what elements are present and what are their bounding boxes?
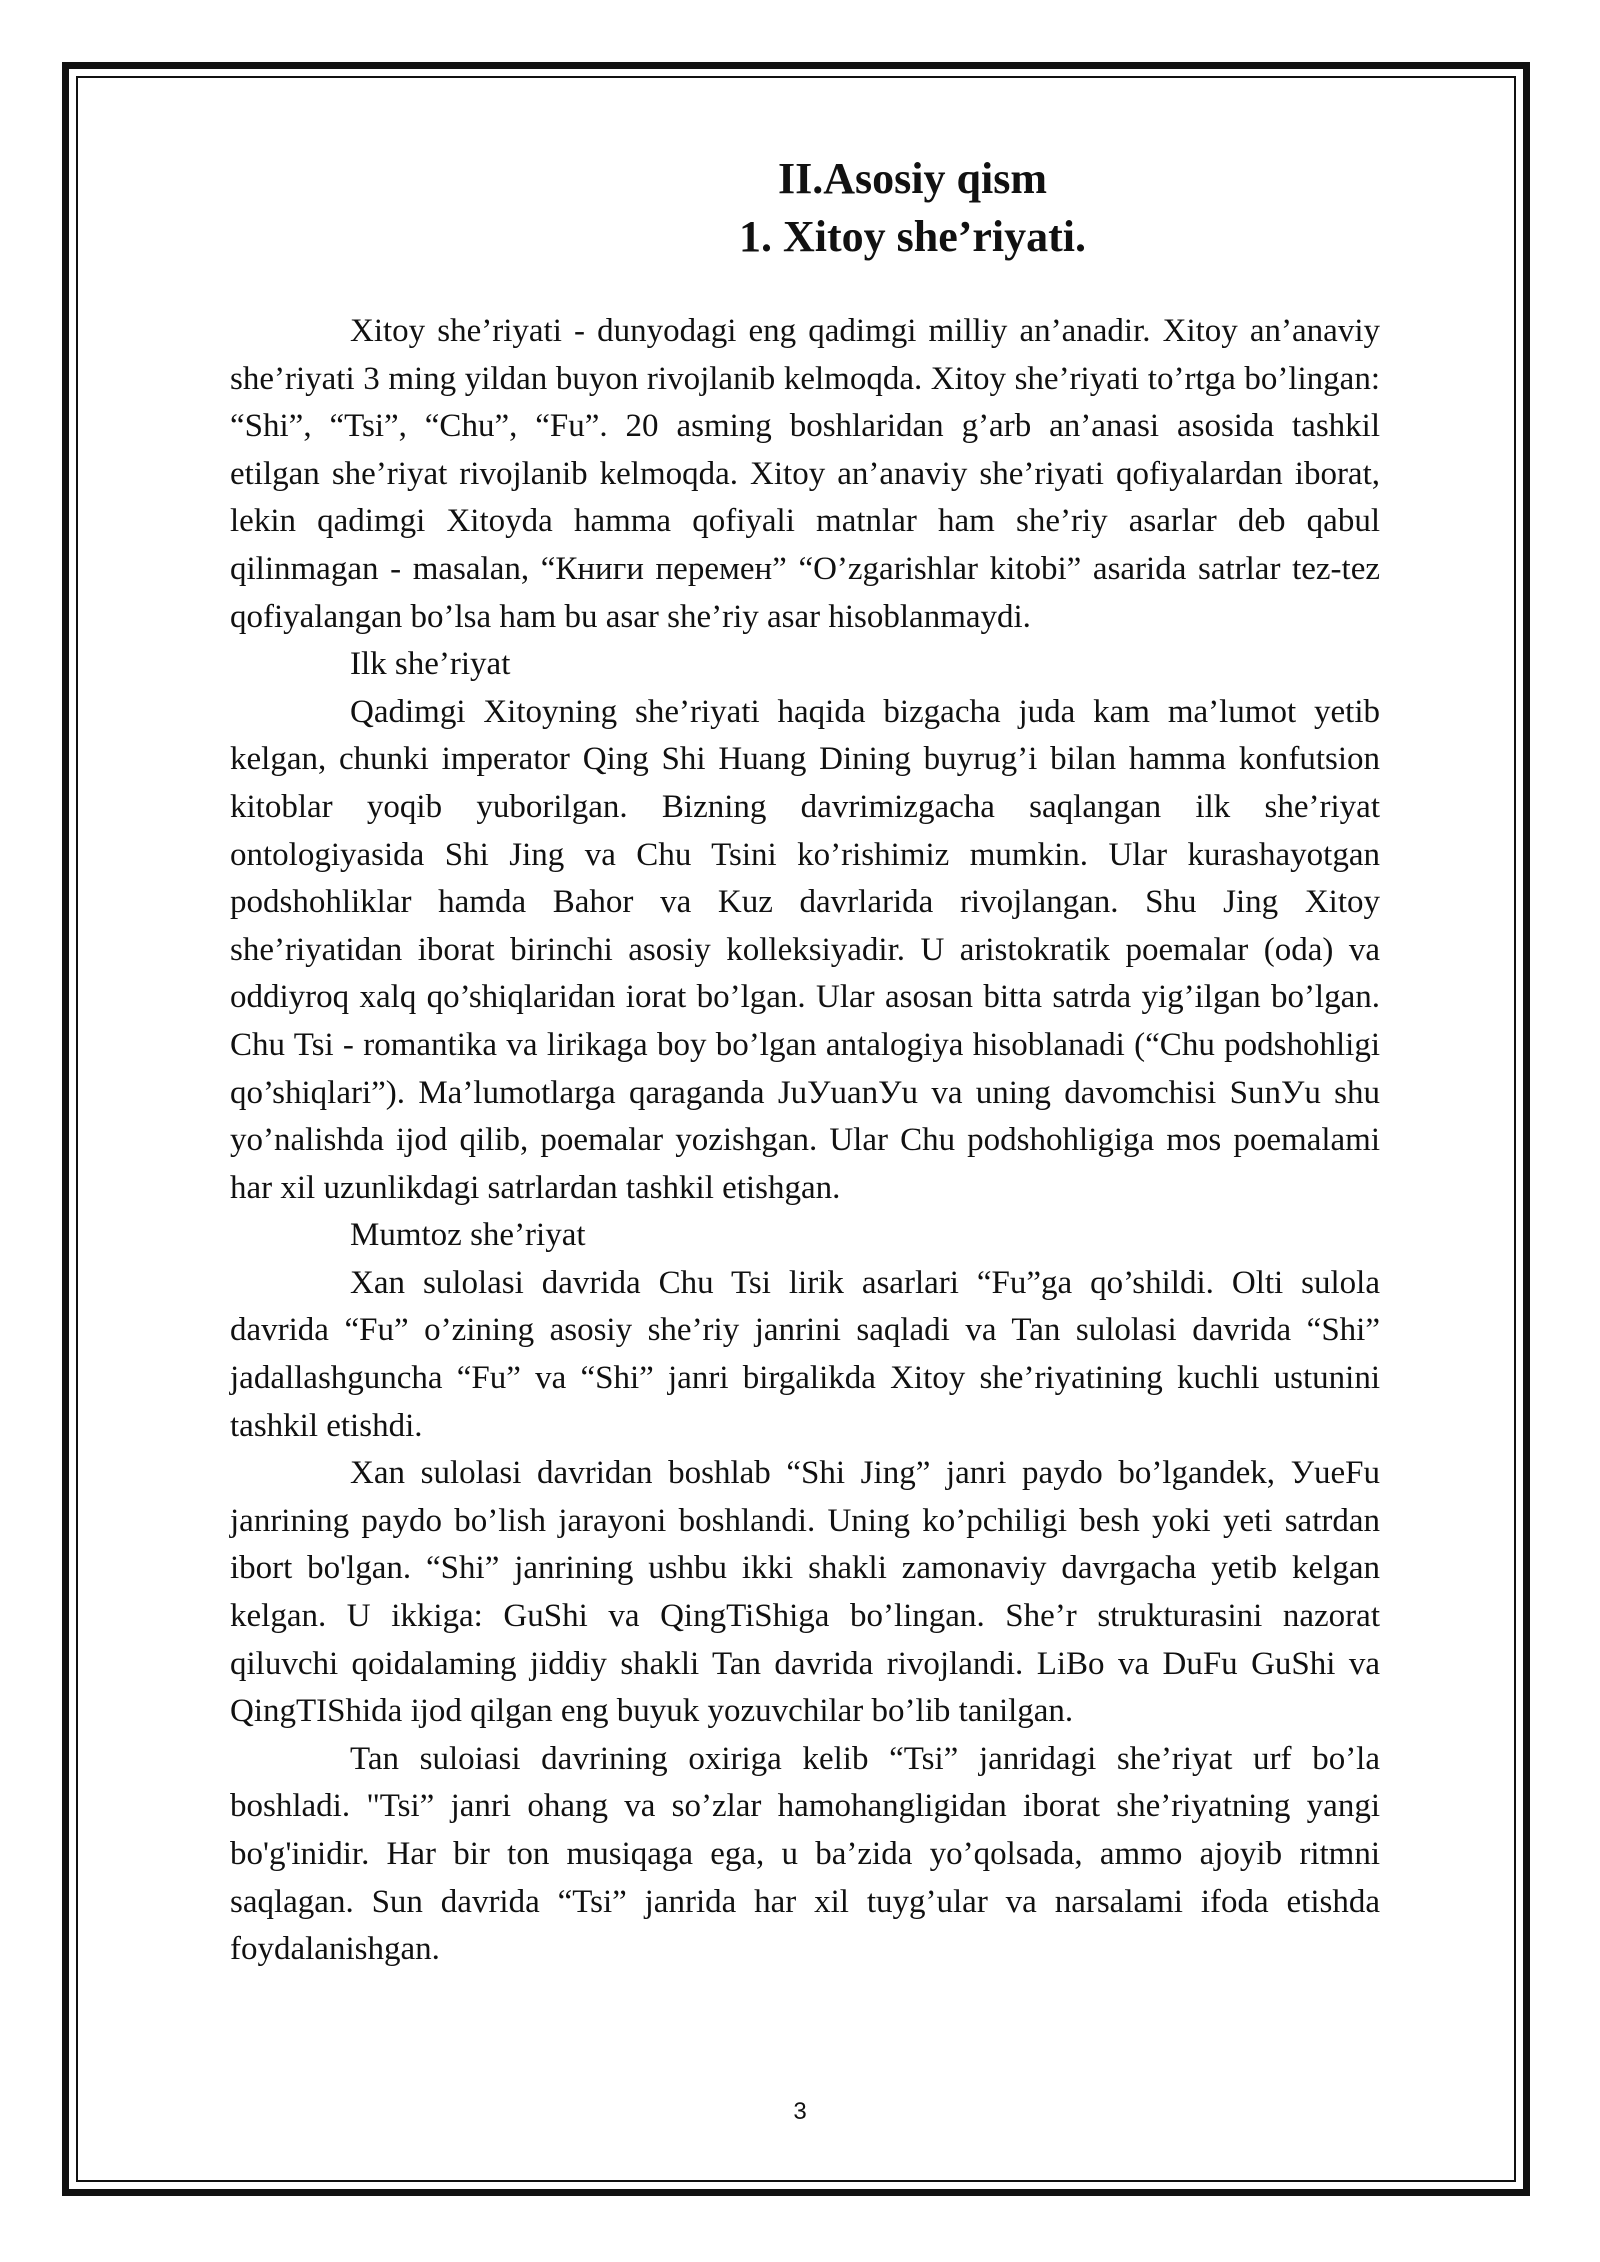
page-number: 3 <box>793 2098 807 2125</box>
paragraph-tsi-genre: Tan suloiasi davrining oxiriga kelib “Tsi” janridagi she’riyat urf bo’la boshladi. "Tsi” janri ohang va so’zlar hamohangligidan iborat she’riyatning yangi bo'g'inidir. Har bir ton musiqaga ega, u ba’zida yo’qolsada, ammo ajoyib ritmni saqlagan. Sun davrida “Tsi” janrida har xil tuyg’ular va narsalami ifoda etishda foydalanishgan. <box>230 1740 1380 1968</box>
document-body <box>230 150 1380 1974</box>
paragraph-early-poetry: Qadimgi Xitoyning she’riyati haqida bizgacha juda kam ma’lumot yetib kelgan, chunki imperator Qing Shi Huang Dining buyrug’i bilan hamma konfutsion kitoblar yoqib yuborilgan. Bizning davrimizgacha saqlangan ilk she’riyat ontologiyasida Shi Jing va Chu Tsini ko’rishimiz mumkin. Ular kurashayotgan podshohliklar hamda Bahor va Kuz davrlarida rivojlangan. Shu Jing Xitoy she’riyatidan iborat birinchi asosiy kolleksiyadir. U aristokratik poemalar (oda) va oddiyroq xalq qo’shiqlaridan iorat bo’lgan. Ular asosan bitta satrda yig’ilgan bo’lgan. Chu Tsi - romantika va lirikaga boy bo’lgan antalogiya hisoblanadi (“Chu podshohligi qo’shiqlari”). Ma’lumotlarga qaraganda JuУuanУu va uning davomchisi SunУu shu yo’nalishda ijod qilib, poemalar yozishgan. Ular Chu podshohligiga mos poemalami har xil uzunlikdagi satrlardan tashkil etishgan. <box>230 693 1380 1206</box>
subheading-early-poetry: Ilk she’riyat <box>350 646 511 683</box>
subheading-classical-poetry: Mumtoz she’riyat <box>350 1217 586 1254</box>
chapter-title: 1. Xitoy she’riyati. <box>738 212 1087 261</box>
paragraph-han-dynasty: Xan sulolasi davrida Chu Tsi lirik asarlari “Fu”ga qo’shildi. Olti sulola davrida “Fu” o’zining asosiy she’riy janrini saqladi va Tan sulolasi davrida “Shi” jadallashguncha “Fu” va “Shi” janri birgalikda Xitoy she’riyatining kuchli ustunini tashkil etishdi. <box>230 1264 1380 1444</box>
section-title: II.Asosiy qism <box>778 154 1047 203</box>
heading-block <box>230 150 1380 266</box>
paragraph-yuefu: Xan sulolasi davridan boshlab “Shi Jing” janri paydo bo’lgandek, УueFu janrining paydo bo’lish jarayoni boshlandi. Uning ko’pchiligi besh yoki yeti satrdan ibort bo'lgan. “Shi” janrining ushbu ikki shakli zamonaviy davrgacha yetib kelgan kelgan. U ikkiga: GuShi va QingTiShiga bo’lingan. She’r strukturasini nazorat qiluvchi qoidalaming jiddiy shakli Tan davrida rivojlandi. LiBo va DuFu GuShi va QingTIShida ijod qilgan eng buyuk yozuvchilar bo’lib tanilgan. <box>230 1455 1380 1730</box>
paragraph-intro: Xitoy she’riyati - dunyodagi eng qadimgi milliy an’anadir. Xitoy an’anaviy she’riyati 3 ming yildan buyon rivojlanib kelmoqda. Xitoy she’riyati to’rtga bo’lingan: “Shi”, “Tsi”, “Chu”, “Fu”. 20 asming boshlaridan g’arb an’anasi asosida tashkil etilgan she’riyat rivojlanib kelmoqda. Xitoy an’anaviy she’riyati qofiyalardan iborat, lekin qadimgi Xitoyda hamma qofiyali matnlar ham she’riy asarlar deb qabul qilinmagan - masalan, “Книги перемен” “O’zgarishlar kitobi” asarida satrlar tez-tez qofiyalangan bo’lsa ham bu asar she’riy asar hisoblanmaydi. <box>230 313 1380 635</box>
